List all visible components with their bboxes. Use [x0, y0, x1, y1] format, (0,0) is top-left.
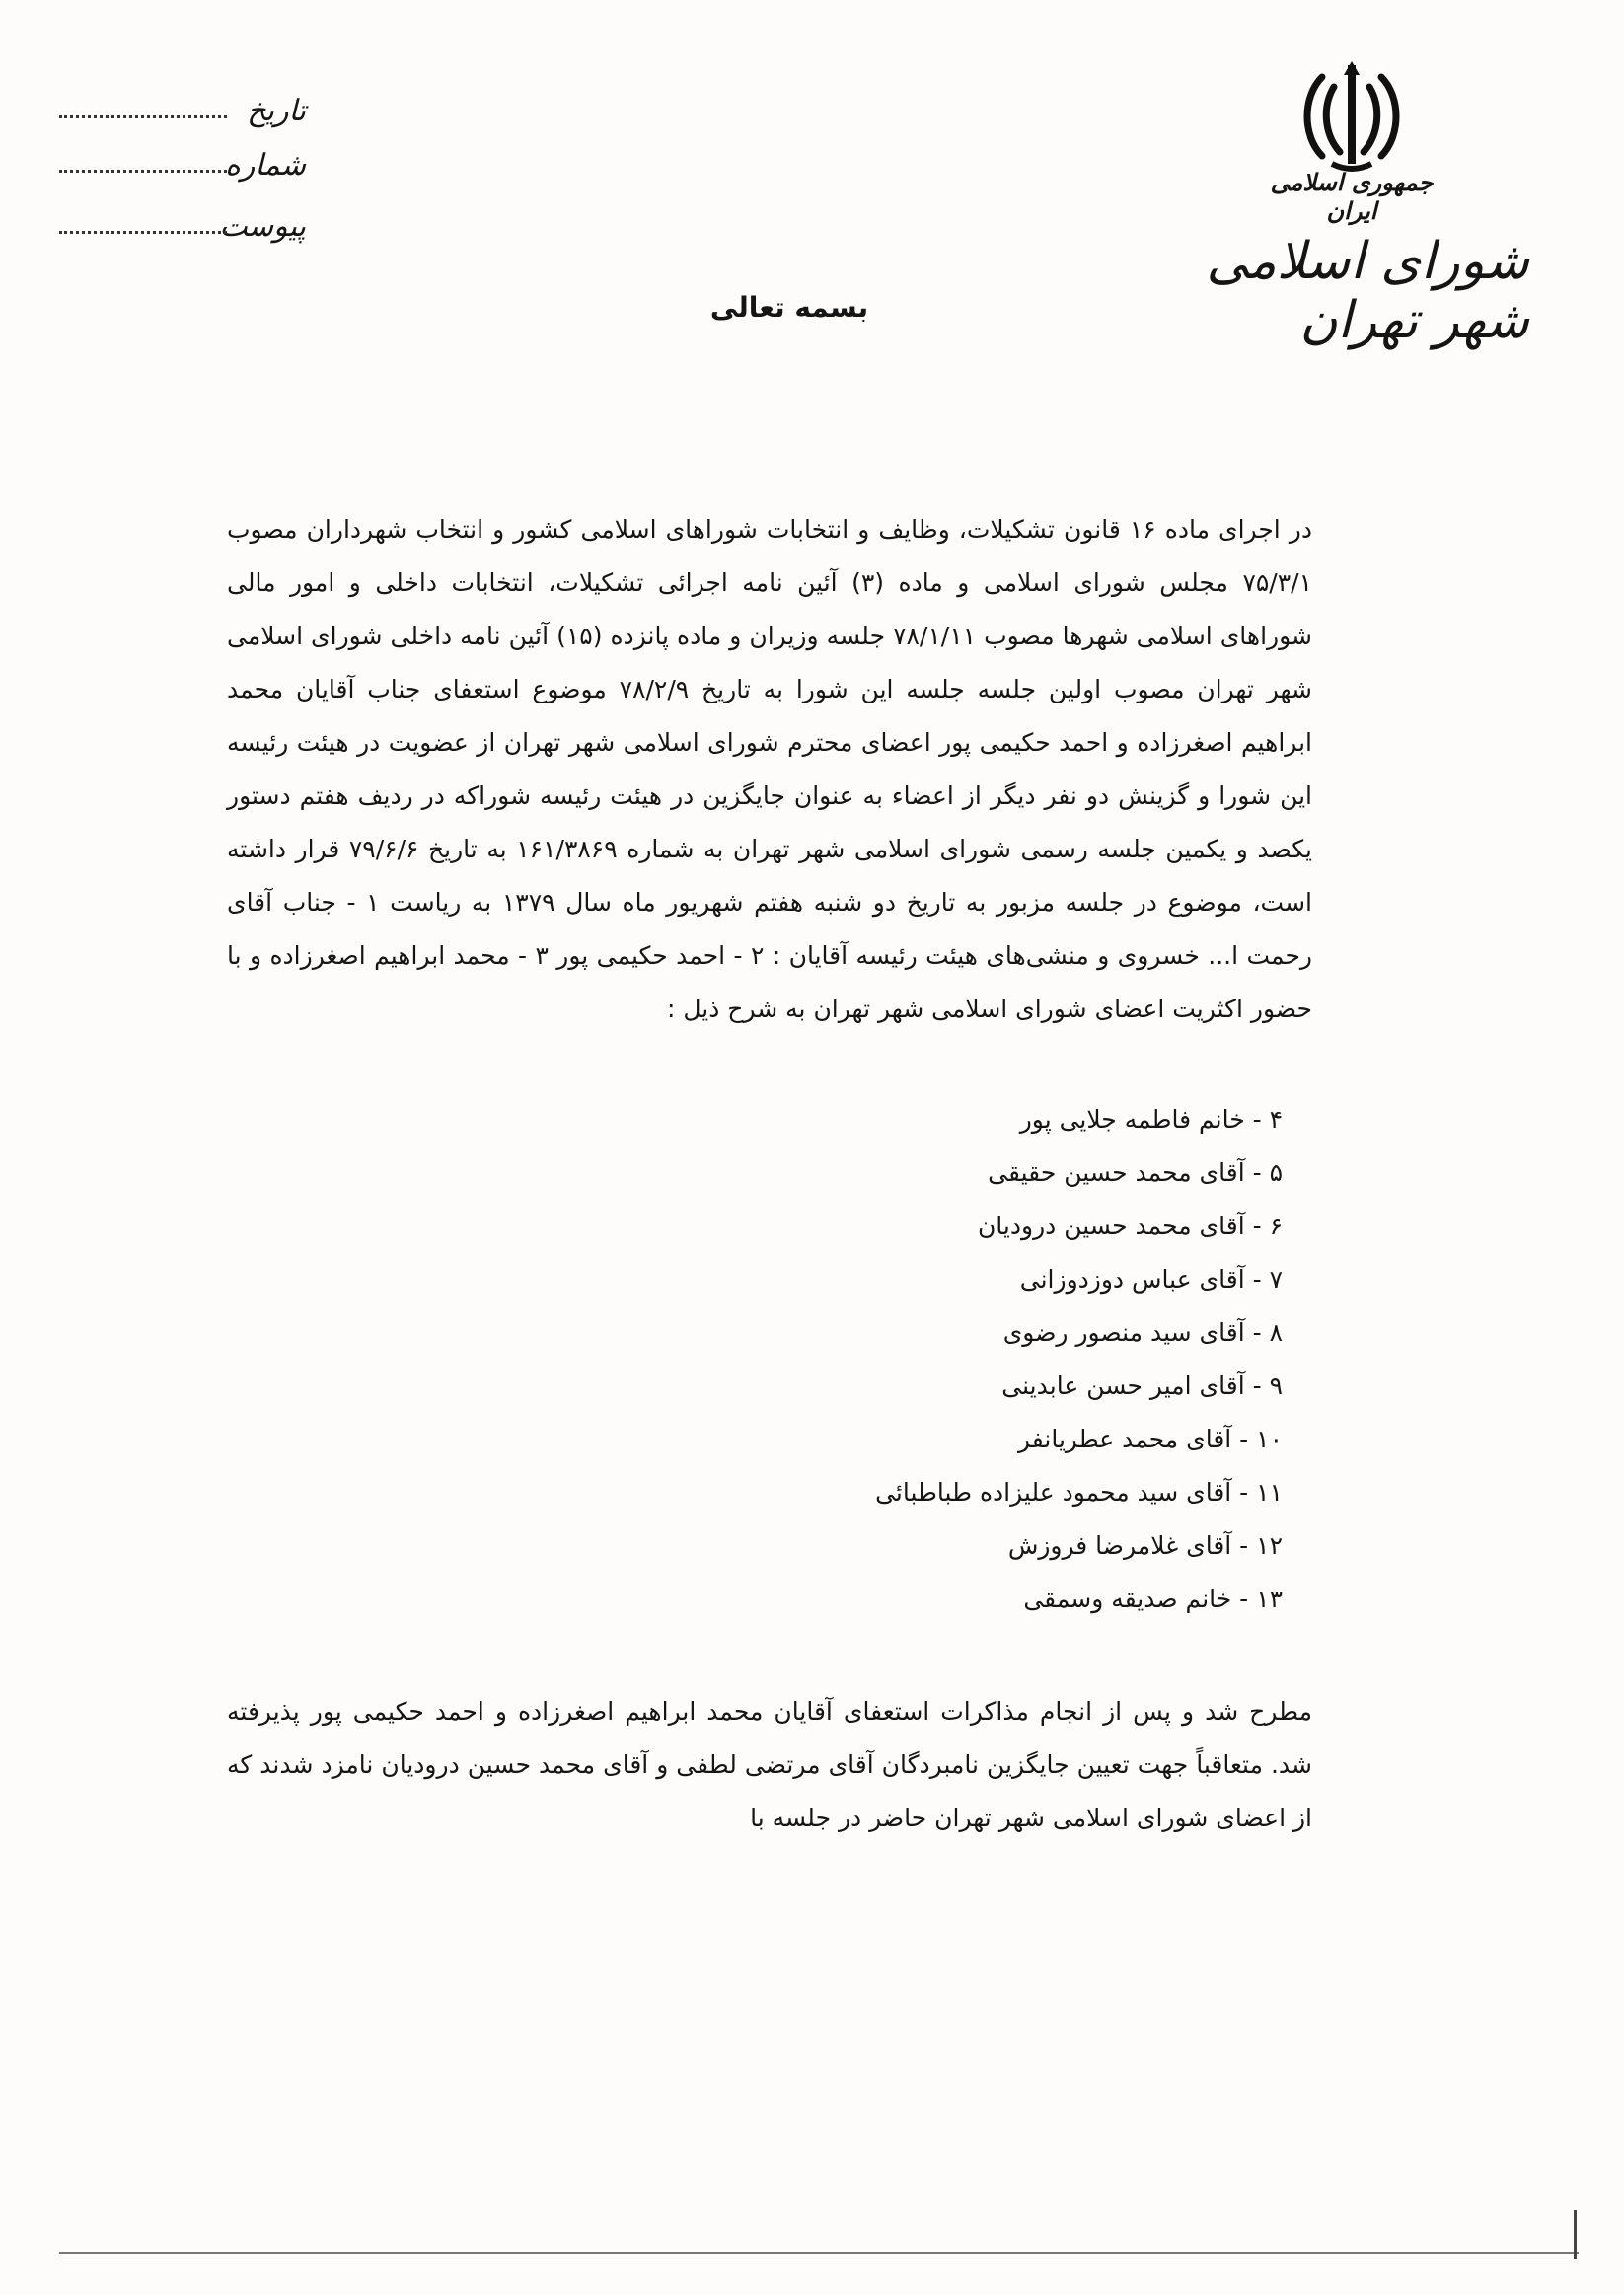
main-paragraph: در اجرای ماده ۱۶ قانون تشکیلات، وظایف و انتخابات شوراهای اسلامی کشور و انتخاب شهرداران مصوب ۷۵/۳/۱ مجلس شورای اسلامی و ماده (۳) آئین نامه اجرائی تشکیلات، انتخابات داخلی و امور مالی شوراهای اسلامی شهرها مصوب ۷۸/۱/۱۱ جلسه وزیران و ماده پانزده (۱۵) آئین نامه داخلی شورای اسلامی شهر تهران مصوب اولین جلسه جلسه این شورا به تاریخ ۷۸/۲/۹ موضوع استعفای جناب آقایان محمد ابراهیم اصغرزاده و احمد حکیمی پور اعضای محترم شورای اسلامی شهر تهران از عضویت در هیئت رئیسه این شورا و گزینش دو نفر دیگر از اعضاء به عنوان جایگزین در هیئت رئیسه شوراکه در ردیف هفتم دستور یکصد و یکمین جلسه رسمی شورای اسلامی شهر تهران به شماره ۱۶۱/۳۸۶۹ به تاریخ ۷۹/۶/۶ قرار داشته است، موضوع در جلسه مزبور به تاریخ دو شنبه هفتم شهریور ماه سال ۱۳۷۹ به ریاست ۱ - جناب آقای رحمت ا... خسروی و منشی‌های هیئت رئیسه آقایان : ۲ - احمد حکیمی پور ۳ - محمد ابراهیم اصغرزاده و با حضور اکثریت اعضای شورای اسلامی شهر تهران به شرح ذیل : [227, 515, 1312, 1023]
date-label: تاریخ [247, 94, 306, 128]
date-dotted-line [59, 115, 227, 118]
attachment-label: پیوست [219, 209, 306, 244]
list-item: ۹ - آقای امیر حسن عابدینی [1001, 1371, 1283, 1400]
attachment-dotted-line [59, 231, 227, 234]
attachment-field [49, 209, 306, 257]
closing-paragraph: مطرح شد و پس از انجام مذاکرات استعفای آقایان محمد ابراهیم اصغرزاده و احمد حکیمی پور پذیرفته شد. متعاقباً جهت تعیین جایگزین نامبردگان آقای مرتضی لطفی و آقای محمد حسین درودیان نامزد شدند که از اعضای شورای اسلامی شهر تهران حاضر در جلسه با [227, 1697, 1312, 1832]
list-item: ۷ - آقای عباس دوزدوزانی [1019, 1265, 1283, 1294]
organization-name: شورای اسلامی شهر تهران [1206, 232, 1529, 350]
number-field [49, 148, 306, 195]
number-dotted-line [59, 170, 227, 173]
list-item: ۱۰ - آقای محمد عطریانفر [1017, 1425, 1283, 1453]
footer-divider [59, 2252, 1579, 2254]
scan-edge-mark [1574, 2210, 1577, 2259]
date-field [49, 94, 306, 141]
list-item: ۸ - آقای سید منصور رضوی [1002, 1318, 1283, 1347]
number-label: شماره [225, 148, 306, 183]
list-item: ۶ - آقای محمد حسین درودیان [977, 1212, 1283, 1240]
list-item: ۱۲ - آقای غلامرضا فروزش [1007, 1531, 1283, 1560]
members-list [691, 1093, 1283, 1626]
iran-emblem-icon [1292, 57, 1411, 176]
emblem-caption: جمهوری اسلامی ایران [1270, 168, 1434, 225]
list-item: ۵ - آقای محمد حسین حقیقی [988, 1158, 1283, 1187]
list-item: ۱۱ - آقای سید محمود علیزاده طباطبائی [875, 1478, 1283, 1507]
bismillah-heading: بسمه تعالی [709, 291, 869, 324]
list-item: ۴ - خانم فاطمه جلایی پور [1019, 1105, 1283, 1134]
list-item: ۱۳ - خانم صدیقه وسمقی [1023, 1585, 1283, 1613]
